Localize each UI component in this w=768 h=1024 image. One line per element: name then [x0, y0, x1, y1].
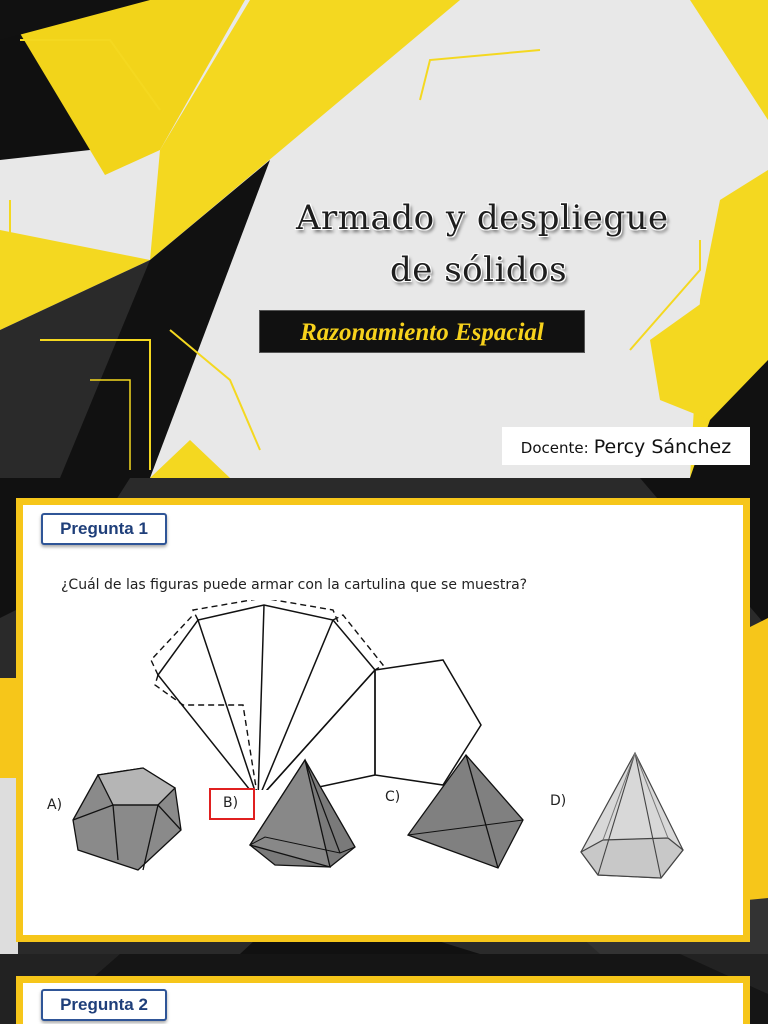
question1-card [16, 498, 750, 942]
option-c-label[interactable]: C) [385, 789, 401, 805]
teacher-line [502, 427, 750, 468]
cover-background [0, 0, 768, 478]
question1-text: ¿Cuál de las figuras puede armar con la cartulina que se muestra? [61, 577, 528, 593]
option-a-label[interactable]: A) [47, 797, 63, 813]
cover-subtitle: Razonamiento Espacial [300, 319, 544, 346]
option-b-label[interactable]: B) [223, 795, 239, 811]
teacher-name: Percy Sánchez [593, 436, 732, 458]
question2-badge: Pregunta 2 [41, 989, 167, 1021]
teacher-label: Docente: [520, 439, 589, 457]
question1-slide [0, 478, 768, 954]
teacher-box [502, 427, 750, 465]
cover-slide [0, 0, 768, 478]
cover-title-line2: de sólidos [390, 250, 568, 290]
option-a-figure[interactable] [63, 760, 198, 875]
question1-badge: Pregunta 1 [41, 513, 167, 545]
cover-title-line1: Armado y despliegue [296, 198, 669, 238]
option-d-figure[interactable] [573, 750, 703, 885]
option-b-figure[interactable] [245, 755, 360, 875]
option-c-figure[interactable] [403, 750, 528, 870]
option-d-label[interactable]: D) [550, 793, 567, 809]
question2-slide [0, 954, 768, 1024]
subtitle-banner [259, 310, 585, 353]
question2-card [16, 976, 750, 1024]
